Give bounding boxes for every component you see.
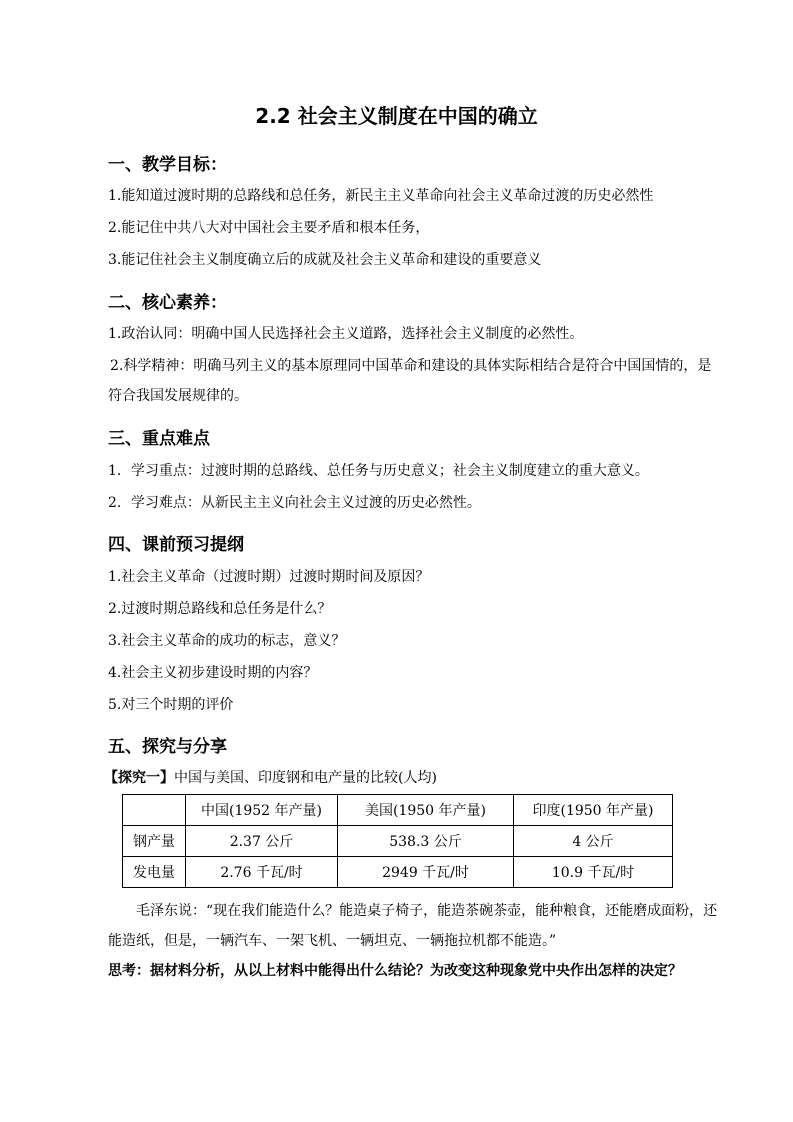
table-cell: 发电量: [123, 857, 186, 888]
page-title: 2.2 社会主义制度在中国的确立: [255, 104, 538, 128]
table-cell: 2949 千瓦/时: [338, 857, 514, 888]
section-heading-literacy: 二、核心素养：: [108, 293, 227, 313]
outline-item-2: 2.过渡时期总路线和总任务是什么？: [108, 601, 332, 617]
table-header-cell: [123, 795, 186, 826]
table-cell: 2.37 公斤: [186, 826, 338, 857]
comparison-table: [122, 794, 673, 888]
table-row: [123, 857, 673, 888]
section-heading-key-points: 三、重点难点: [108, 429, 210, 449]
explore-caption-line: [104, 768, 437, 788]
section-heading-goals: 一、教学目标：: [108, 155, 227, 175]
explore-caption: 中国与美国、印度钢和电产量的比较(人均): [174, 770, 437, 786]
mao-quote: 毛泽东说：“现在我们能造什么？能造桌子椅子，能造茶碗茶壶，能种粮食，还能磨成面粉，还能造纸，但是，一辆汽车、一架飞机、一辆坦克、一辆拖拉机都不能造。”: [108, 903, 718, 949]
goal-item-2: 2.能记住中共八大对中国社会主要矛盾和根本任务，: [108, 220, 430, 236]
table-cell: 10.9 千瓦/时: [514, 857, 673, 888]
table-header-row: [123, 795, 673, 826]
explore-tag: 【探究一】: [104, 770, 174, 786]
table-cell: 538.3 公斤: [338, 826, 514, 857]
outline-item-4: 4.社会主义初步建设时期的内容？: [108, 665, 318, 681]
goal-item-3: 3.能记住社会主义制度确立后的成就及社会主义革命和建设的重要意义: [108, 252, 542, 268]
table-cell: 2.76 千瓦/时: [186, 857, 338, 888]
key-point-item-2: 2．学习难点：从新民主主义向社会主义过渡的历史必然性。: [108, 495, 481, 511]
table-header-cell: 美国(1950 年产量): [338, 795, 514, 826]
key-point-item-1: 1．学习重点：过渡时期的总路线、总任务与历史意义；社会主义制度建立的重大意义。: [108, 463, 649, 479]
table-row: [123, 826, 673, 857]
think-question: 思考：据材料分析，从以上材料中能得出什么结论？为改变这种现象党中央作出怎样的决定？: [108, 963, 682, 979]
table-cell: 钢产量: [123, 826, 186, 857]
section-heading-preview-outline: 四、课前预习提纲: [108, 535, 244, 555]
table-header-cell: 印度(1950 年产量): [514, 795, 673, 826]
literacy-item-1: 1.政治认同：明确中国人民选择社会主义道路，选择社会主义制度的必然性。: [108, 326, 584, 342]
table-header-cell: 中国(1952 年产量): [186, 795, 338, 826]
outline-item-5: 5.对三个时期的评价: [108, 697, 234, 713]
table-cell: 4 公斤: [514, 826, 673, 857]
goal-item-1: 1.能知道过渡时期的总路线和总任务，新民主主义革命向社会主义革命过渡的历史必然性: [108, 188, 654, 204]
outline-item-3: 3.社会主义革命的成功的标志，意义？: [108, 633, 346, 649]
outline-item-1: 1.社会主义革命（过渡时期）过渡时期时间及原因？: [108, 569, 430, 585]
literacy-item-2: 2.科学精神：明确马列主义的基本原理同中国革命和建设的具体实际相结合是符合中国国情的，是符合我国发展规律的。: [108, 358, 712, 404]
section-heading-explore: 五、探究与分享: [108, 737, 227, 757]
